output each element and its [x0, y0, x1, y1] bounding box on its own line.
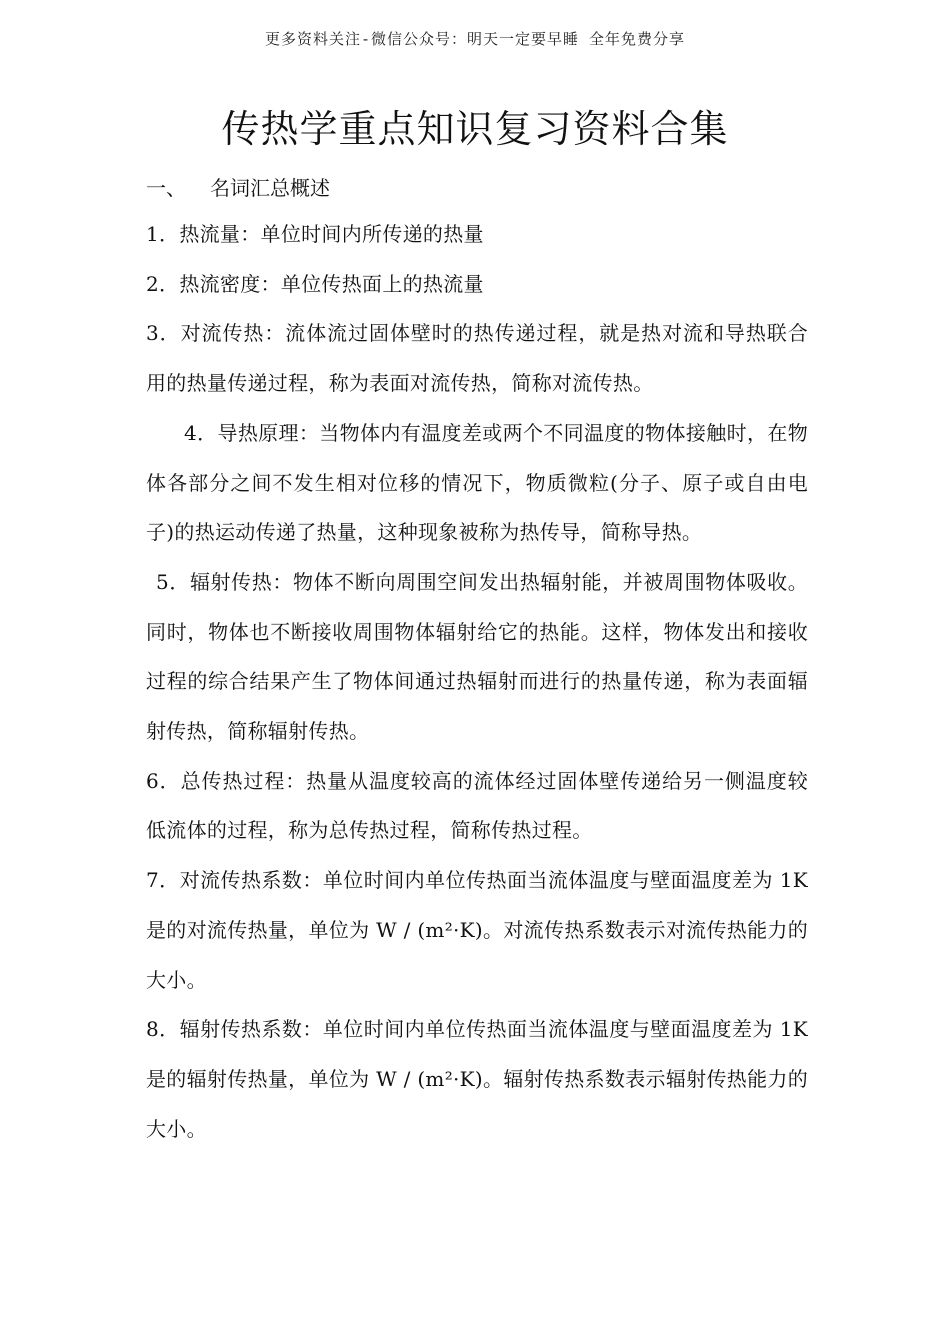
paragraph-2: 2．热流密度：单位传热面上的热流量	[146, 271, 484, 296]
section-heading	[146, 172, 330, 201]
section-label: 名词汇总概述	[210, 176, 330, 200]
paragraph-7: 7．对流传热系数：单位时间内单位传热面当流体温度与壁面温度差为 1K 是的对流传热量，单位为 W / (m²·K)。对流传热系数表示对流传热能力的大小。	[146, 868, 808, 992]
page-title: 传热学重点知识复习资料合集	[221, 107, 729, 151]
paragraph-5: 5．辐射传热：物体不断向周围空间发出热辐射能，并被周围物体吸收。同时，物体也不断接收周围物体辐射给它的热能。这样，物体发出和接收过程的综合结果产生了物体间通过热辐射而进行的热量传递，称为表面辐射传热，简称辐射传热。	[146, 569, 808, 744]
paragraph-8: 8．辐射传热系数：单位时间内单位传热面当流体温度与壁面温度差为 1K 是的辐射传热量，单位为 W / (m²·K)。辐射传热系数表示辐射传热能力的大小。	[146, 1017, 808, 1141]
document-body	[146, 210, 808, 1154]
paragraph-4: 4．导热原理：当物体内有温度差或两个不同温度的物体接触时，在物体各部分之间不发生相对位移的情况下，物质微粒(分子、原子或自由电子)的热运动传递了热量，这种现象被称为热传导，简称导热。	[146, 420, 808, 545]
paragraph-6: 6．总传热过程：热量从温度较高的流体经过固体壁传递给另一侧温度较低流体的过程，称为总传热过程，简称传热过程。	[146, 768, 808, 843]
header-note: 更多资料关注-微信公众号：明天一定要早睡 全年免费分享	[264, 30, 686, 48]
paragraph-3: 3．对流传热：流体流过固体壁时的热传递过程，就是热对流和导热联合用的热量传递过程，称为表面对流传热，简称对流传热。	[146, 321, 808, 396]
section-number: 一、	[146, 176, 186, 200]
paragraph-1: 1．热流量：单位时间内所传递的热量	[146, 222, 484, 246]
